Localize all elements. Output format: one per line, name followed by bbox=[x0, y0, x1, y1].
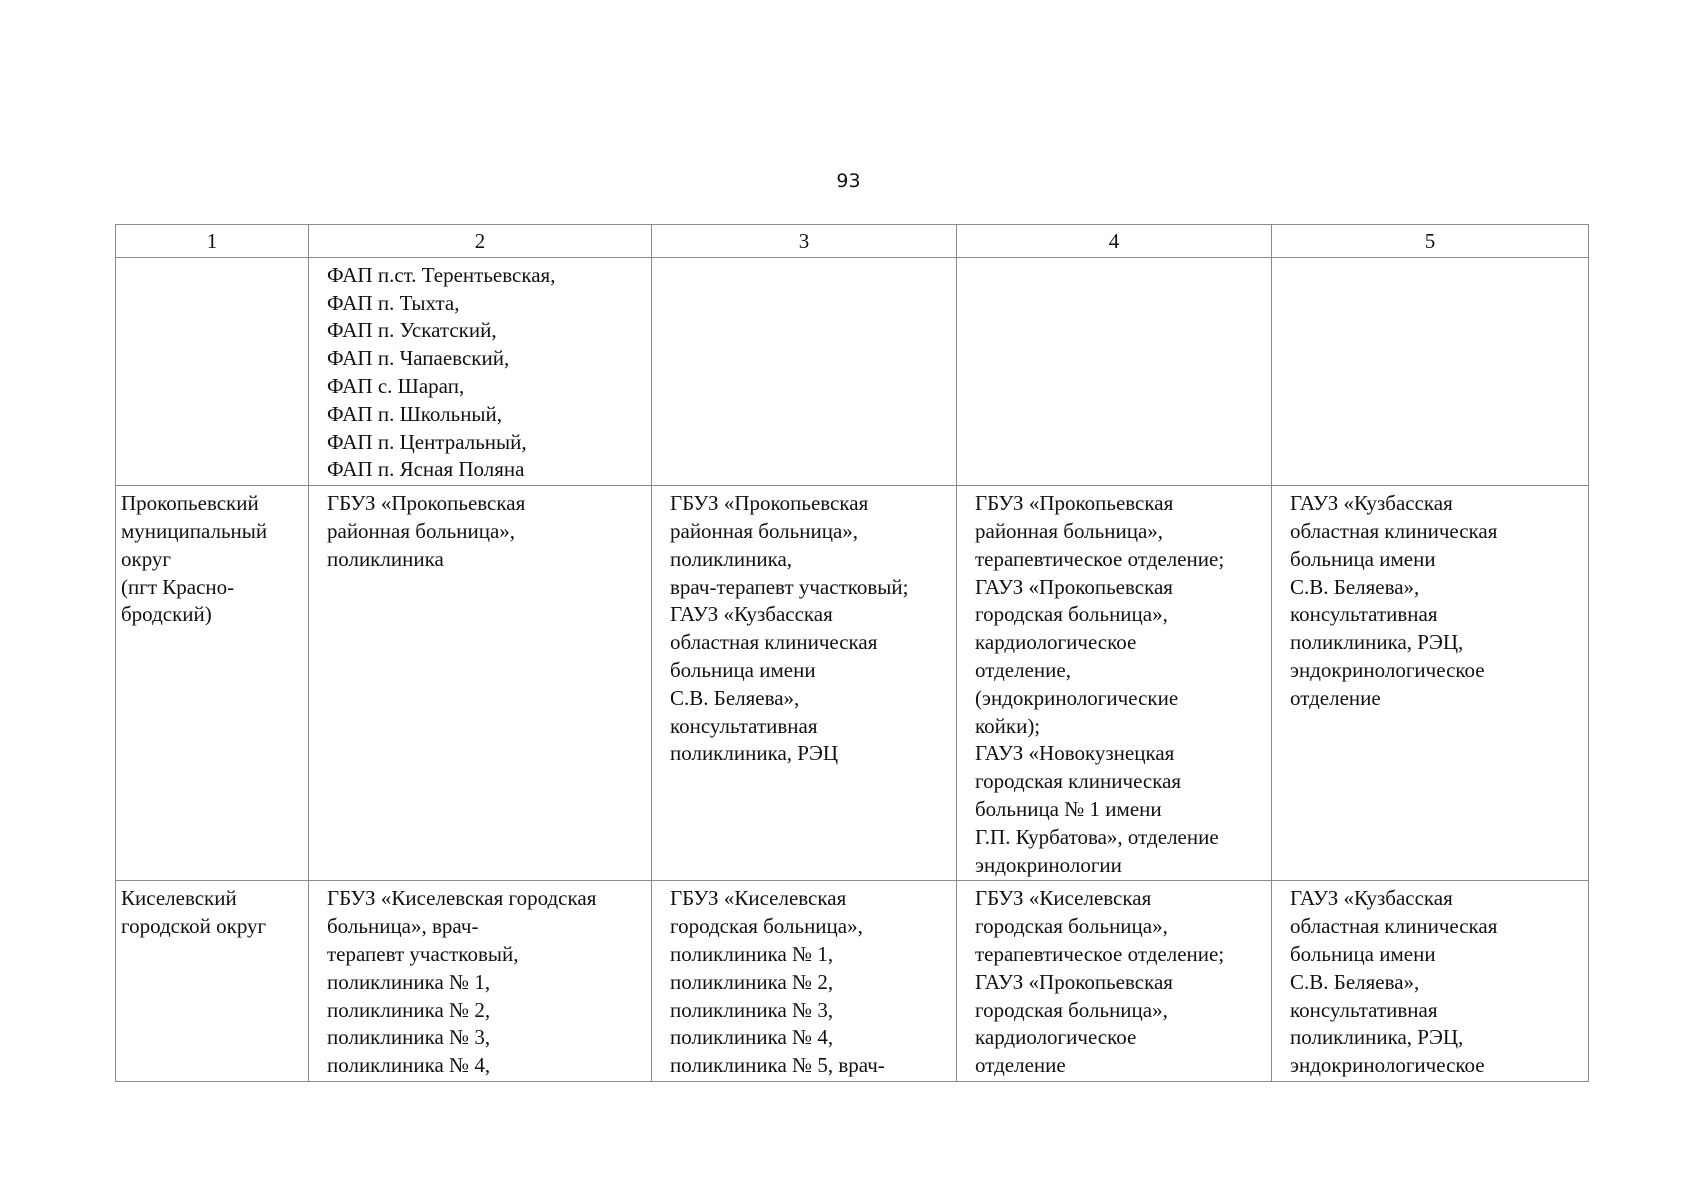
table-cell-col2: ГБУЗ «Киселевская городская больница», врач- терапевт участковый, поликлиника № 1, поликлиника № 2, поликлиника № 3, поликлиника № 4, bbox=[309, 881, 652, 1082]
table-cell-col2: ГБУЗ «Прокопьевская районная больница», поликлиника bbox=[309, 486, 652, 881]
table-cell-col4: ГБУЗ «Киселевская городская больница», терапевтическое отделение; ГАУЗ «Прокопьевская городская больница», кардиологическое отделение bbox=[957, 881, 1272, 1082]
table-cell-col2: ФАП п.ст. Терентьевская, ФАП п. Тыхта, ФАП п. Ускатский, ФАП п. Чапаевский, ФАП с. Шарап, ФАП п. Школьный, ФАП п. Центральный, ФАП п. Ясная Поляна bbox=[309, 257, 652, 485]
column-header: 3 bbox=[652, 225, 957, 258]
table-cell-district: Прокопьевский муниципальный округ (пгт Красно- бродский) bbox=[116, 486, 309, 881]
table-row bbox=[116, 486, 1589, 881]
table-cell-col3: ГБУЗ «Прокопьевская районная больница», поликлиника, врач-терапевт участковый; ГАУЗ «Кузбасская областная клиническая больница имени С.В. Беляева», консультативная поликлиника, РЭЦ bbox=[652, 486, 957, 881]
table-row bbox=[116, 257, 1589, 485]
column-header: 1 bbox=[116, 225, 309, 258]
table-cell-col4 bbox=[957, 257, 1272, 485]
table-cell-col3: ГБУЗ «Киселевская городская больница», поликлиника № 1, поликлиника № 2, поликлиника № 3, поликлиника № 4, поликлиника № 5, врач- bbox=[652, 881, 957, 1082]
page-number: 93 bbox=[836, 170, 861, 192]
table-row bbox=[116, 881, 1589, 1082]
table-cell-district: Киселевский городской округ bbox=[116, 881, 309, 1082]
table-cell-district bbox=[116, 257, 309, 485]
table-cell-col5 bbox=[1272, 257, 1589, 485]
column-header: 4 bbox=[957, 225, 1272, 258]
table-header-row bbox=[116, 225, 1589, 258]
document-table bbox=[115, 224, 1589, 1082]
column-header: 5 bbox=[1272, 225, 1589, 258]
table-cell-col3 bbox=[652, 257, 957, 485]
table-cell-col4: ГБУЗ «Прокопьевская районная больница», терапевтическое отделение; ГАУЗ «Прокопьевская городская больница», кардиологическое отделение, (эндокринологические койки); ГАУЗ «Новокузнецкая городская клиническая больница № 1 имени Г.П. Курбатова», отделение эндокринологии bbox=[957, 486, 1272, 881]
table-cell-col5: ГАУЗ «Кузбасская областная клиническая больница имени С.В. Беляева», консультативная поликлиника, РЭЦ, эндокринологическое bbox=[1272, 881, 1589, 1082]
table-cell-col5: ГАУЗ «Кузбасская областная клиническая больница имени С.В. Беляева», консультативная поликлиника, РЭЦ, эндокринологическое отделение bbox=[1272, 486, 1589, 881]
column-header: 2 bbox=[309, 225, 652, 258]
